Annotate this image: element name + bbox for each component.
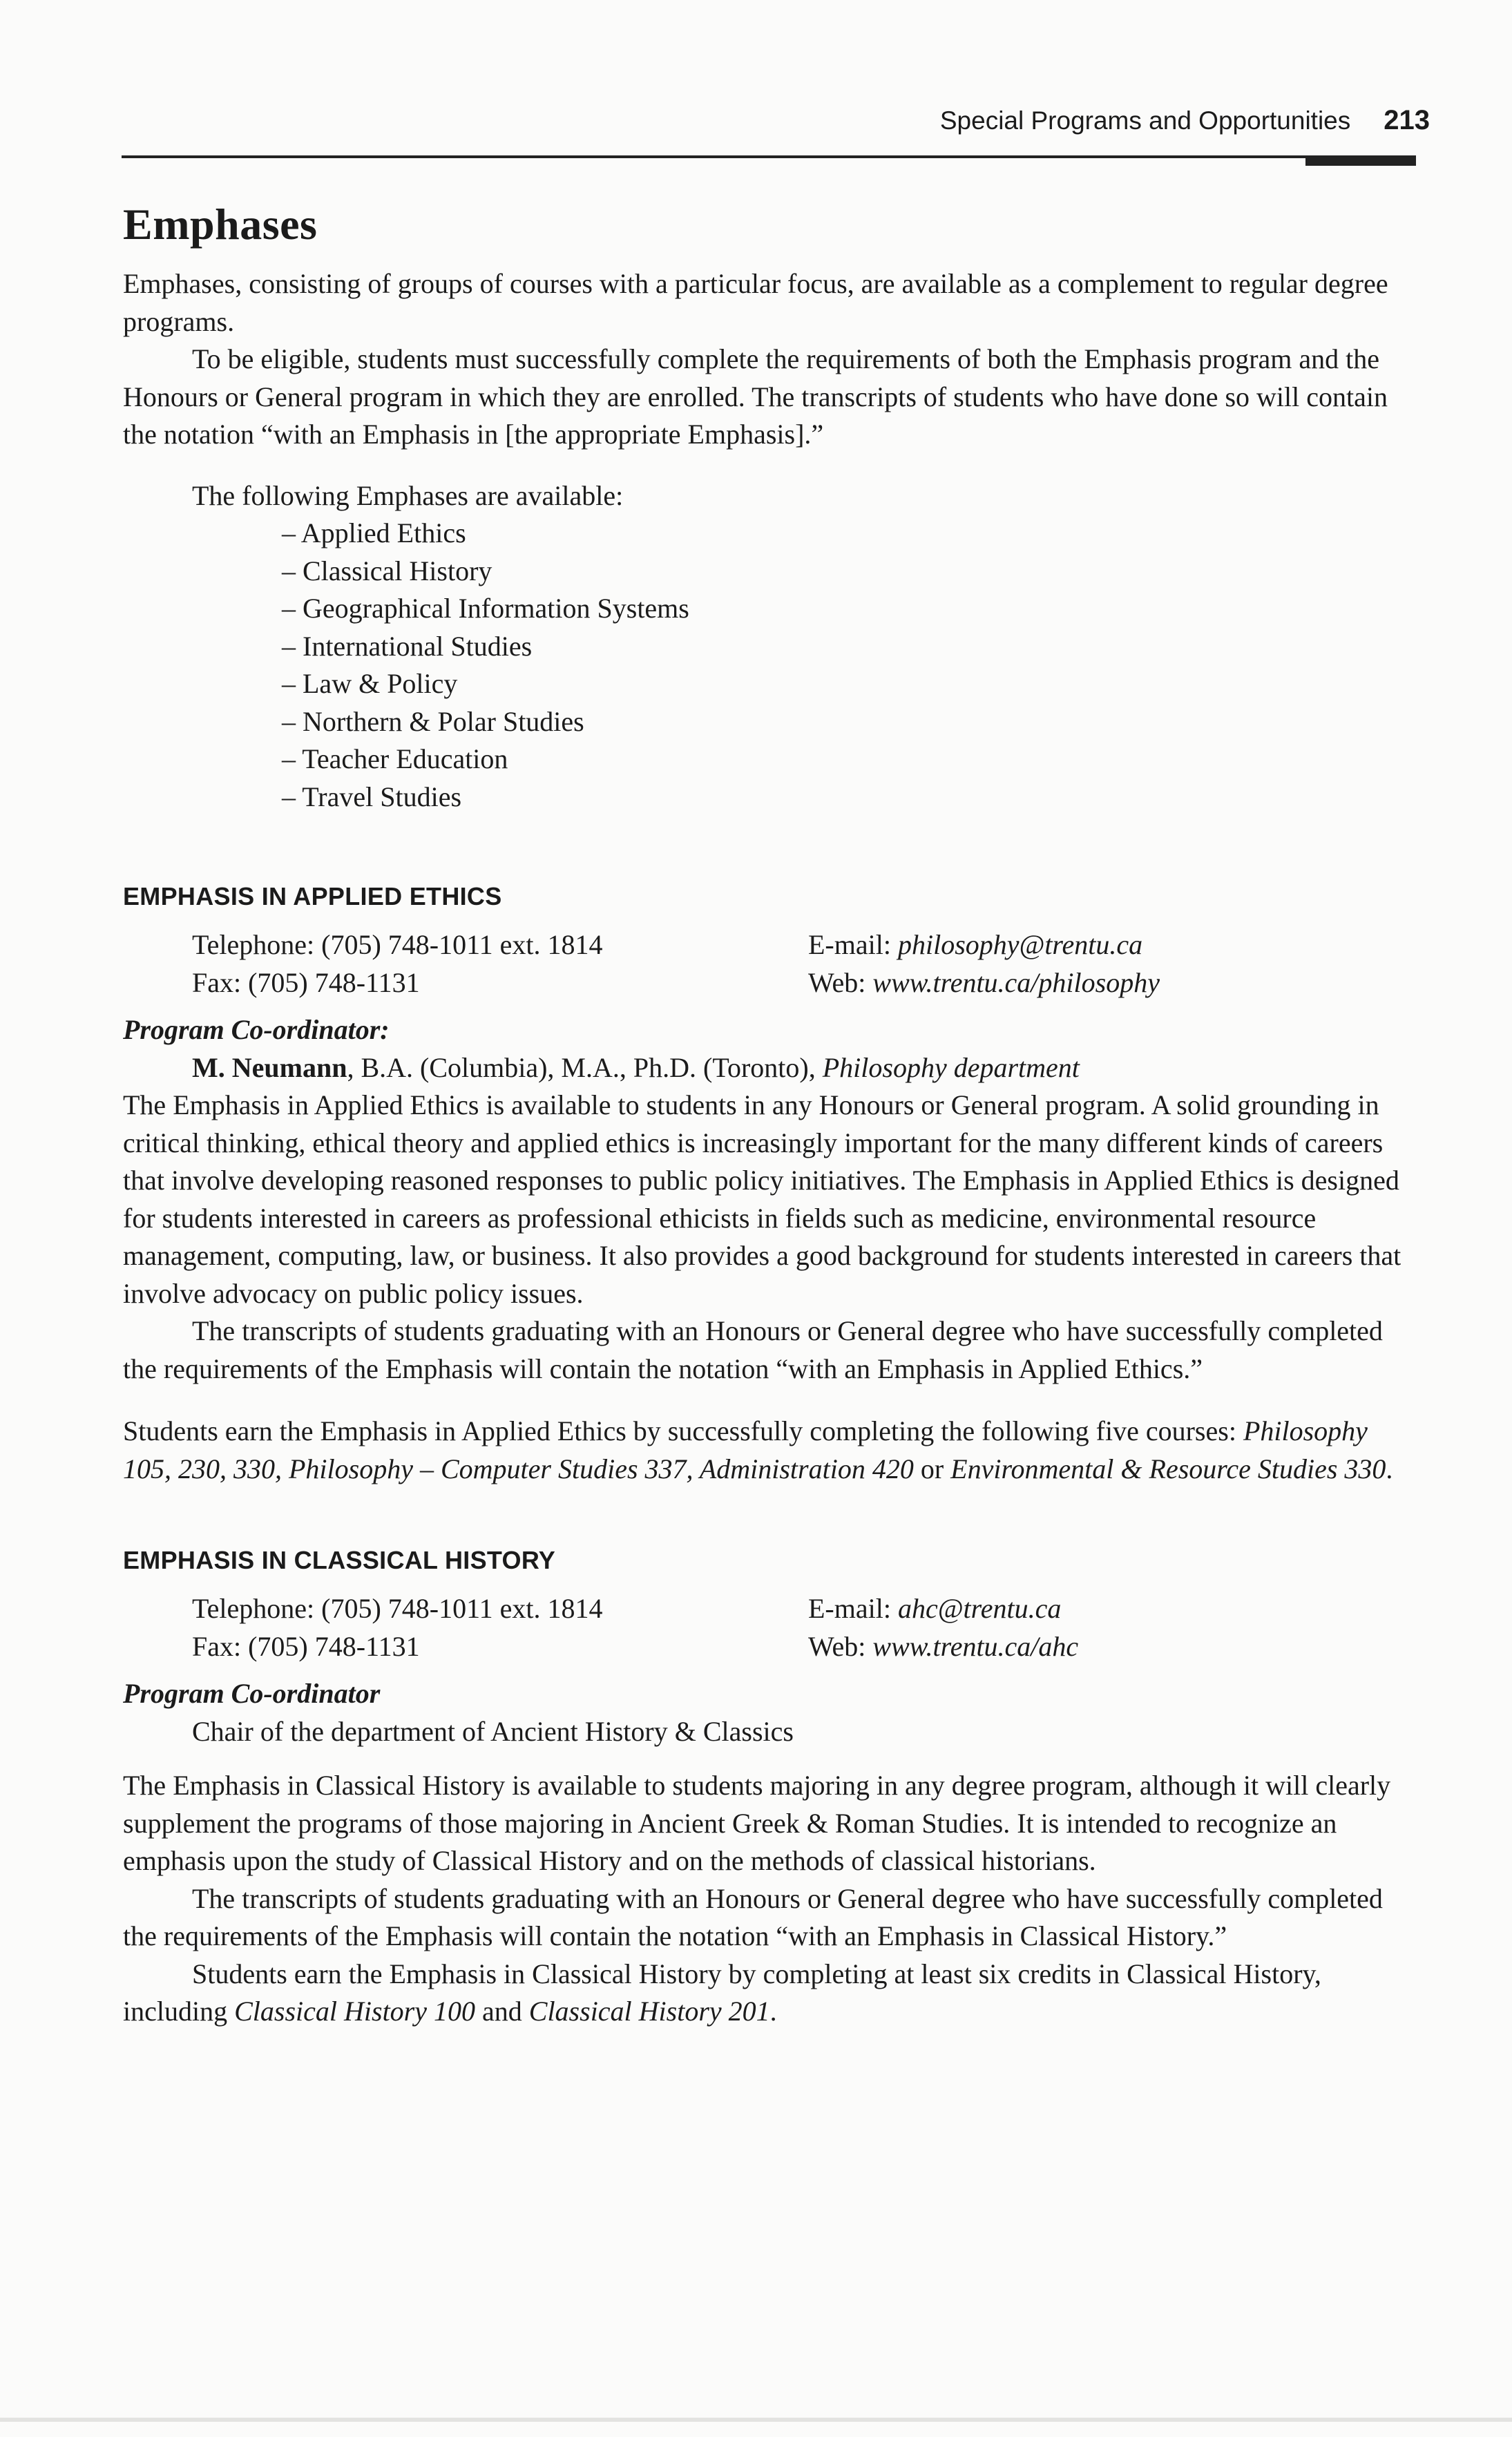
coordinator-info [123,1049,1415,1087]
running-header [124,105,1430,136]
body-paragraph: Students earn the Emphasis in Applied Ethics by successfully completing the following five courses: Philosophy 105, 230, 330, Philosophy – Computer Studies 337, Administration 420 or Environmental & Resource Studies 330. [123,1415,1393,1484]
body-paragraph: The Emphasis in Applied Ethics is available to students in any Honours or General program. A solid grounding in critical thinking, ethical theory and applied ethics is increasingly important for the many different kinds of careers that involve developing reasoned responses to public policy initiatives. The Emphasis in Applied Ethics is designed for students interested in careers as professional ethicists in fields such as medicine, environmental resource management, computing, law, or business. It also provides a good background for students interested in careers that involve advocacy on public policy issues. [123,1089,1401,1309]
telephone: Telephone: (705) 748-1011 ext. 1814 [192,929,603,960]
email-link[interactable]: ahc@trentu.ca [897,1593,1062,1624]
intro-paragraph: To be eligible, students must successfully complete the requirements of both the Emphasis program and the Honours or General program in which they are enrolled. The transcripts of students who have done so will contain the notation “with an Emphasis in [the appropriate Emphasis].” [123,343,1388,450]
page-content [123,199,1415,2031]
page-number: 213 [1384,105,1430,135]
body-paragraph: Students earn the Emphasis in Classical History by completing at least six credits in Classical History, including Classical History 100 and Classical History 201. [123,1958,1321,2027]
fax: Fax: (705) 748-1131 [192,966,420,998]
scan-edge [0,2418,1512,2422]
list-item: – Northern & Polar Studies [282,705,584,737]
coordinator-info: Chair of the department of Ancient History & Classics [192,1715,794,1747]
emphases-list-intro: The following Emphases are available: [192,479,624,511]
list-item: – International Studies [282,630,533,662]
body-paragraph: The transcripts of students graduating with an Honours or General degree who have successfully completed the requirements of the Emphasis will contain the notation “with an Emphasis in Classical History.” [123,1882,1383,1951]
coordinator-credentials: , B.A. (Columbia), M.A., Ph.D. (Toronto), [347,1051,823,1083]
telephone: Telephone: (705) 748-1011 ext. 1814 [192,1593,603,1624]
coordinator-heading: Program Co-ordinator [123,1678,381,1709]
section-title: Emphases [123,200,318,249]
web-label: Web: [808,966,873,998]
header-rule-accent [1305,157,1416,166]
web-link[interactable]: www.trentu.ca/ahc [872,1630,1079,1662]
fax: Fax: (705) 748-1131 [192,1630,420,1662]
web-label: Web: [808,1630,873,1662]
classical-history-heading: EMPHASIS IN CLASSICAL HISTORY [123,1546,556,1574]
applied-ethics-heading: EMPHASIS IN APPLIED ETHICS [123,882,502,910]
coordinator-heading: Program Co-ordinator: [123,1014,390,1045]
list-item: – Classical History [282,555,492,586]
list-item: – Law & Policy [282,668,458,699]
emphases-list [123,515,1415,816]
email-label: E-mail: [808,929,898,960]
header-rule [122,155,1416,158]
intro-paragraph: Emphases, consisting of groups of courses with a particular focus, are available as a complement to regular degree programs. [123,268,1388,337]
list-item: – Travel Studies [282,781,462,812]
body-paragraph: The Emphasis in Classical History is available to students majoring in any degree program, although it will clearly supplement the programs of those majoring in Ancient Greek & Roman Studies. It is intended to recognize an emphasis upon the study of Classical History and on the methods of classical historians. [123,1770,1391,1876]
course-name: Environmental & Resource Studies 330 [950,1453,1386,1484]
course-list: Philosophy 105, 230, 330, Philosophy – Computer Studies 337, Administration 420 [123,1415,1368,1484]
email-link[interactable]: philosophy@trentu.ca [897,929,1143,960]
web-link[interactable]: www.trentu.ca/philosophy [872,966,1160,998]
running-title: Special Programs and Opportunities [939,106,1351,135]
body-paragraph: The transcripts of students graduating with an Honours or General degree who have successfully completed the requirements of the Emphasis will contain the notation “with an Emphasis in Applied Ethics.” [123,1315,1383,1384]
applied-ethics-contact [123,926,1415,1002]
course-name: Classical History 100 [234,1996,475,2027]
course-name: Classical History 201 [528,1996,770,2027]
list-item: – Applied Ethics [282,517,466,548]
list-item: – Geographical Information Systems [282,593,689,624]
email-label: E-mail: [808,1593,898,1624]
classical-history-contact [123,1590,1415,1665]
coordinator-name: M. Neumann [192,1051,347,1083]
coordinator-department: Philosophy department [822,1051,1080,1083]
list-item: – Teacher Education [282,743,508,774]
